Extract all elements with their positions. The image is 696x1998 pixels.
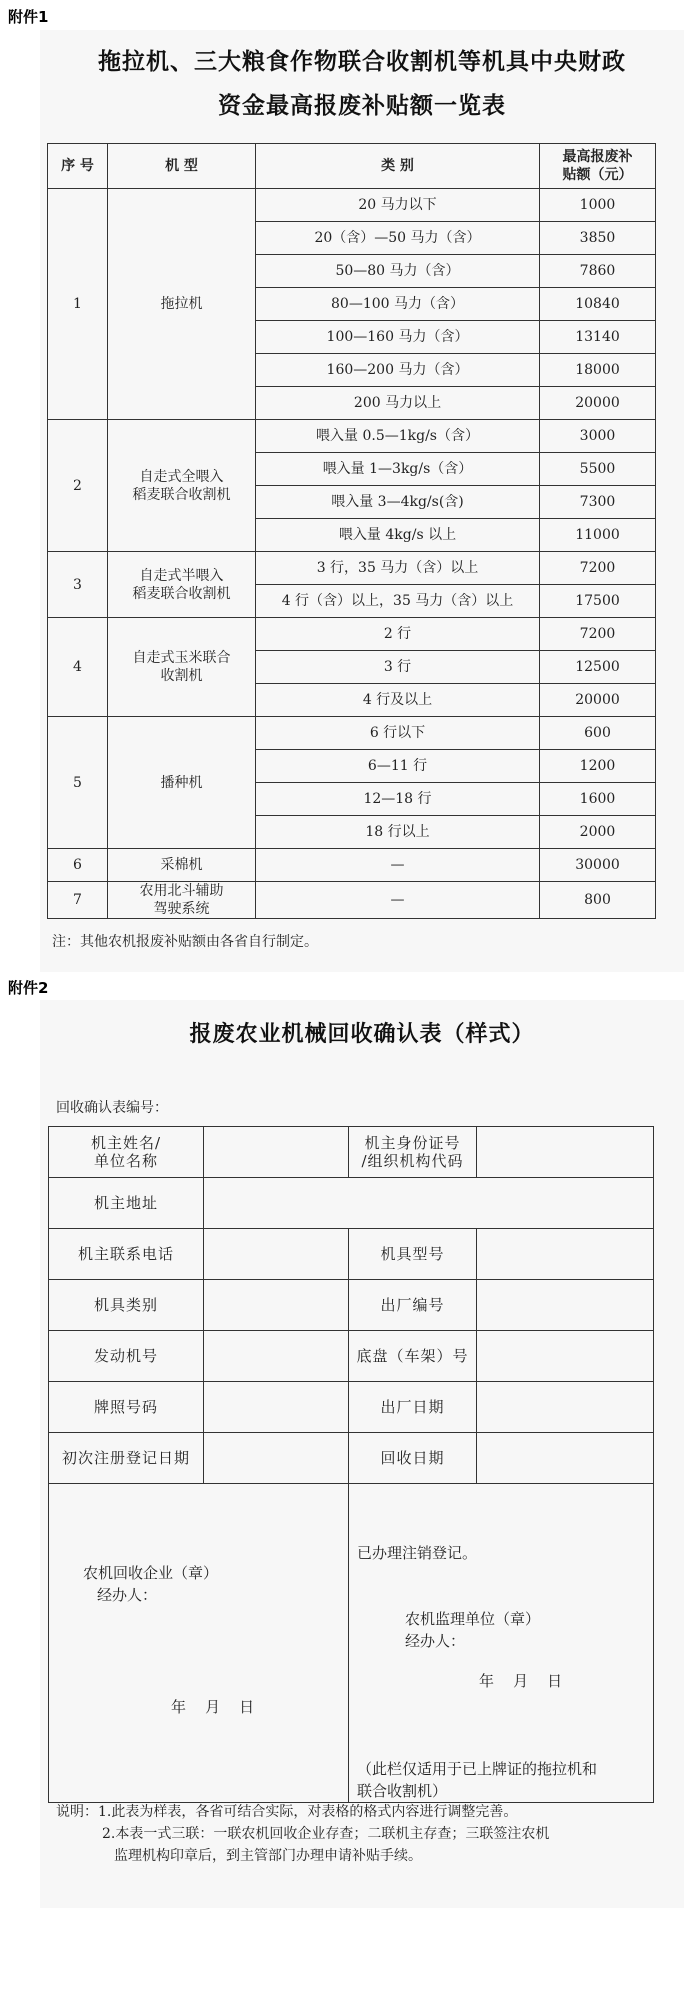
- category-cell: 6 行以下: [256, 717, 540, 750]
- supervisor-box: [349, 1484, 654, 1803]
- subsidy-table: [47, 143, 656, 919]
- amount-cell: 800: [540, 882, 656, 919]
- model-cell: [108, 849, 256, 882]
- seq-cell: 5: [48, 717, 108, 849]
- model-line: 驾驶系统: [153, 901, 210, 917]
- category-cell: 4 行（含）以上，35 马力（含）以上: [256, 585, 540, 618]
- amount-cell: 30000: [540, 849, 656, 882]
- seq-cell: 4: [48, 618, 108, 717]
- attachment-1-panel: [40, 30, 684, 972]
- model-cell: [108, 552, 256, 618]
- amount-cell: 2000: [540, 816, 656, 849]
- category-cell: 80—100 马力（含）: [256, 288, 540, 321]
- supervisor-date-text: 年 月 日: [479, 1672, 563, 1690]
- owner-id-field[interactable]: [477, 1127, 654, 1178]
- amount-cell: 11000: [540, 519, 656, 552]
- owner-id-label-line-1: 机主身份证号: [364, 1134, 461, 1152]
- form-note-line-1: 说明：1.此表为样表，各省可结合实际，对表格的格式内容进行调整完善。: [56, 1804, 518, 1820]
- table-title-line-2: 资金最高报废补贴额一览表: [218, 92, 506, 119]
- factory-number-field[interactable]: [477, 1280, 654, 1331]
- form-row-category: [49, 1280, 654, 1331]
- machine-model-label: 机具型号: [349, 1229, 477, 1280]
- category-cell: 20 马力以下: [256, 189, 540, 222]
- model-line: 采棉机: [160, 857, 203, 873]
- form-row-engine: [49, 1331, 654, 1382]
- amount-cell: 20000: [540, 387, 656, 420]
- category-cell: 12—18 行: [256, 783, 540, 816]
- model-line: 播种机: [160, 774, 203, 791]
- header-model: 机 型: [108, 144, 256, 189]
- amount-cell: 1000: [540, 189, 656, 222]
- plate-number-label: 牌照号码: [49, 1382, 204, 1433]
- owner-name-field[interactable]: [204, 1127, 349, 1178]
- category-cell: 20（含）—50 马力（含）: [256, 222, 540, 255]
- form-note-line-2: 2.本表一式三联：一联农机回收企业存查；二联机主存查；三联签注农机: [102, 1826, 550, 1842]
- supervisor-remark-line-1: （此栏仅适用于已上牌证的拖拉机和: [357, 1760, 598, 1778]
- form-row-plate: [49, 1382, 654, 1433]
- factory-date-label: 出厂日期: [349, 1382, 477, 1433]
- amount-cell: 7300: [540, 486, 656, 519]
- amount-cell: 5500: [540, 453, 656, 486]
- category-cell: —: [256, 849, 540, 882]
- category-cell: 喂入量 1—3kg/s（含）: [256, 453, 540, 486]
- model-line: 拖拉机: [160, 296, 203, 312]
- owner-id-label-line-2: /组织机构代码: [361, 1152, 464, 1170]
- header-amount: [540, 144, 656, 189]
- amount-cell: 600: [540, 717, 656, 750]
- amount-cell: 20000: [540, 684, 656, 717]
- category-cell: 喂入量 4kg/s 以上: [256, 519, 540, 552]
- model-cell: [108, 420, 256, 552]
- form-row-signatures: [49, 1484, 654, 1803]
- model-line: 自走式半喂入: [139, 567, 224, 584]
- owner-id-label: [349, 1127, 477, 1178]
- chassis-number-field[interactable]: [477, 1331, 654, 1382]
- category-cell: 200 马力以上: [256, 387, 540, 420]
- attachment-2-panel: [40, 1000, 684, 1908]
- amount-cell: 7860: [540, 255, 656, 288]
- owner-phone-field[interactable]: [204, 1229, 349, 1280]
- model-line: 收割机: [160, 668, 203, 684]
- table-header-row: [48, 144, 656, 189]
- factory-number-label: 出厂编号: [349, 1280, 477, 1331]
- amount-cell: 1200: [540, 750, 656, 783]
- model-line: 稻麦联合收割机: [132, 585, 231, 602]
- seq-cell: 7: [48, 882, 108, 919]
- form-row-phone: [49, 1229, 654, 1280]
- category-cell: —: [256, 882, 540, 919]
- machine-category-label: 机具类别: [49, 1280, 204, 1331]
- owner-name-label-line-1: 机主姓名/: [90, 1134, 162, 1152]
- first-registration-date-field[interactable]: [204, 1433, 349, 1484]
- engine-number-field[interactable]: [204, 1331, 349, 1382]
- owner-name-label-line-2: 单位名称: [93, 1152, 158, 1170]
- category-cell: 18 行以上: [256, 816, 540, 849]
- plate-number-field[interactable]: [204, 1382, 349, 1433]
- header-seq: 序 号: [48, 144, 108, 189]
- amount-cell: 18000: [540, 354, 656, 387]
- seq-cell: 3: [48, 552, 108, 618]
- amount-cell: 1600: [540, 783, 656, 816]
- table-note: 注：其他农机报废补贴额由各省自行制定。: [52, 934, 318, 950]
- recycle-date-field[interactable]: [477, 1433, 654, 1484]
- amount-cell: 12500: [540, 651, 656, 684]
- supervisor-handler-text: 经办人：: [405, 1632, 466, 1650]
- table-row: [48, 618, 656, 651]
- amount-cell: 7200: [540, 618, 656, 651]
- company-date-text: 年 月 日: [171, 1698, 255, 1716]
- table-row: [48, 849, 656, 882]
- chassis-number-label: 底盘（车架）号: [349, 1331, 477, 1382]
- header-category: 类 别: [256, 144, 540, 189]
- first-registration-date-label: 初次注册登记日期: [49, 1433, 204, 1484]
- header-amount-line-1: 最高报废补: [562, 149, 633, 165]
- category-cell: 100—160 马力（含）: [256, 321, 540, 354]
- owner-address-label: 机主地址: [49, 1178, 204, 1229]
- model-line: 自走式全喂入: [139, 468, 224, 485]
- amount-cell: 7200: [540, 552, 656, 585]
- seq-cell: 2: [48, 420, 108, 552]
- table-row: [48, 189, 656, 222]
- recycle-form-table: [48, 1126, 654, 1803]
- owner-name-label: [49, 1127, 204, 1178]
- owner-phone-label: 机主联系电话: [49, 1229, 204, 1280]
- table-title-line-1: 拖拉机、三大粮食作物联合收割机等机具中央财政: [98, 48, 626, 75]
- seq-cell: 6: [48, 849, 108, 882]
- table-row: [48, 552, 656, 585]
- category-cell: 喂入量 0.5—1kg/s（含）: [256, 420, 540, 453]
- category-cell: 3 行: [256, 651, 540, 684]
- machine-model-field[interactable]: [477, 1229, 654, 1280]
- model-cell: [108, 882, 256, 919]
- attachment-2-label: 附件2: [8, 979, 49, 997]
- table-row: [48, 420, 656, 453]
- cancelled-text: 已办理注销登记。: [357, 1544, 478, 1562]
- recycle-company-box: [49, 1484, 349, 1803]
- form-row-registration: [49, 1433, 654, 1484]
- table-row: [48, 882, 656, 919]
- model-cell: [108, 717, 256, 849]
- table-row: [48, 717, 656, 750]
- form-row-owner: [49, 1127, 654, 1178]
- model-line: 自走式玉米联合: [132, 650, 231, 666]
- form-row-address: [49, 1178, 654, 1229]
- seq-cell: 1: [48, 189, 108, 420]
- model-line: 稻麦联合收割机: [132, 486, 231, 503]
- header-amount-line-2: 贴额（元）: [562, 167, 633, 183]
- engine-number-label: 发动机号: [49, 1331, 204, 1382]
- model-cell: [108, 189, 256, 420]
- amount-cell: 13140: [540, 321, 656, 354]
- amount-cell: 17500: [540, 585, 656, 618]
- category-cell: 2 行: [256, 618, 540, 651]
- supervisor-remark-line-2: 联合收割机）: [357, 1782, 448, 1800]
- supervisor-seal-text: 农机监理单位（章）: [405, 1610, 541, 1628]
- category-cell: 6—11 行: [256, 750, 540, 783]
- amount-cell: 3000: [540, 420, 656, 453]
- attachment-1-label: 附件1: [8, 8, 49, 26]
- company-handler-text: 经办人：: [97, 1586, 158, 1604]
- category-cell: 50—80 马力（含）: [256, 255, 540, 288]
- category-cell: 3 行，35 马力（含）以上: [256, 552, 540, 585]
- model-cell: [108, 618, 256, 717]
- machine-category-field[interactable]: [204, 1280, 349, 1331]
- owner-address-field[interactable]: [204, 1178, 654, 1229]
- form-note-line-3: 监理机构印章后，到主管部门办理申请补贴手续。: [114, 1848, 422, 1864]
- amount-cell: 10840: [540, 288, 656, 321]
- factory-date-field[interactable]: [477, 1382, 654, 1433]
- category-cell: 喂入量 3—4kg/s(含): [256, 486, 540, 519]
- model-line: 农用北斗辅助: [139, 883, 224, 899]
- amount-cell: 3850: [540, 222, 656, 255]
- category-cell: 4 行及以上: [256, 684, 540, 717]
- form-title: 报废农业机械回收确认表（样式）: [189, 1021, 535, 1047]
- form-number-label: 回收确认表编号：: [56, 1100, 168, 1116]
- category-cell: 160—200 马力（含）: [256, 354, 540, 387]
- recycle-date-label: 回收日期: [349, 1433, 477, 1484]
- company-seal-text: 农机回收企业（章）: [83, 1564, 219, 1582]
